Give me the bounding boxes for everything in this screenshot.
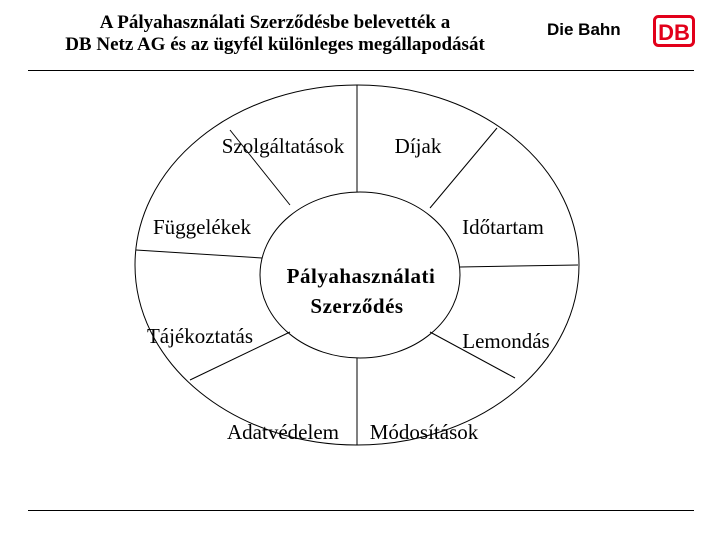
segment-label-duration: Időtartam xyxy=(462,215,544,239)
center-label-line-2: Szerződés xyxy=(310,294,404,318)
segment-label-data-protection: Adatvédelem xyxy=(227,420,339,444)
db-logo-text: DB xyxy=(658,20,690,45)
segment-label-fees: Díjak xyxy=(394,134,442,158)
segment-label-services: Szolgáltatások xyxy=(221,134,345,158)
segment-label-cancellation: Lemondás xyxy=(462,329,550,353)
segment-label-appendices: Függelékek xyxy=(153,215,251,239)
divider-right xyxy=(460,265,578,267)
title-line-1: A Pályahasználati Szerződésbe belevették a xyxy=(99,12,451,33)
brand-name: Die Bahn xyxy=(547,20,621,39)
title-line-2: DB Netz AG és az ügyfél különleges megállapodását xyxy=(65,34,485,55)
segment-label-amendments: Módosítások xyxy=(369,420,479,444)
divider-left xyxy=(136,250,262,258)
center-label-line-1: Pályahasználati xyxy=(286,264,436,288)
segment-label-information: Tájékoztatás xyxy=(146,324,254,348)
